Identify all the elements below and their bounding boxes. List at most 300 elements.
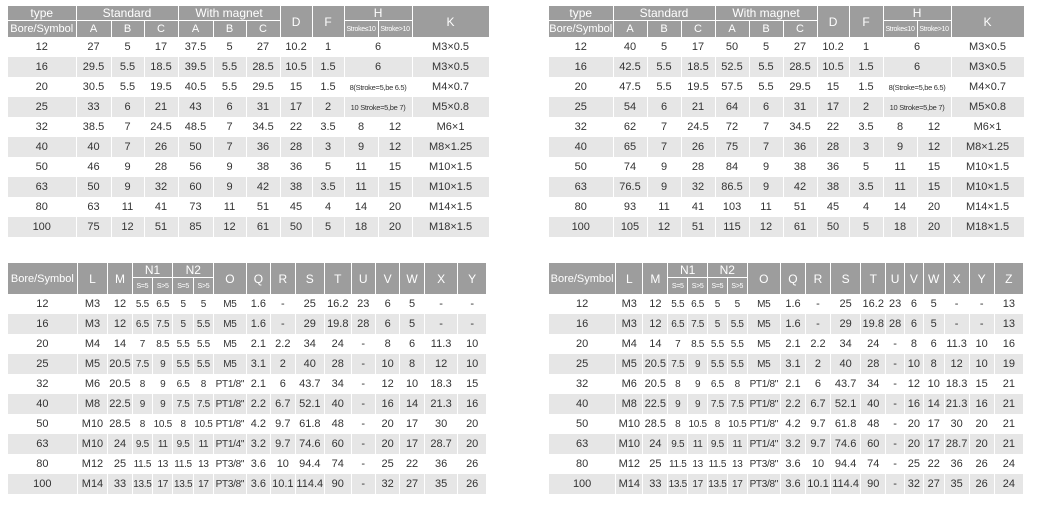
table-cell: PT1/8" — [214, 414, 247, 434]
table-cell: 11.5 — [132, 454, 152, 474]
table-cell: 5 — [312, 157, 344, 177]
table-cell: 5 — [400, 314, 424, 334]
table-cell: 40 — [295, 354, 325, 374]
table-cell: 5.5 — [707, 354, 727, 374]
table-cell: 6.5 — [688, 294, 708, 314]
table-row — [549, 294, 1024, 314]
table-cell: 28.5 — [108, 414, 132, 434]
table-cell: 10 — [805, 454, 830, 474]
dimension-table-right — [549, 6, 1025, 237]
table-cell: 22 — [923, 454, 944, 474]
table-cell: M8 — [77, 394, 108, 414]
table-cell: 7 — [111, 117, 144, 137]
table-cell: M10 — [77, 414, 108, 434]
table-cell: - — [351, 454, 375, 474]
table-cell: M10×1.5 — [951, 177, 1024, 197]
table-cell: 3.2 — [246, 434, 270, 454]
table-cell: 10.5 — [280, 57, 312, 77]
table-cell: 50 — [715, 37, 749, 57]
table-cell: 9.5 — [668, 434, 688, 454]
table-cell: 3.1 — [780, 354, 805, 374]
table-cell: 8(Stroke=5,be 6.5) — [883, 77, 951, 97]
bore-size-cell: 16 — [8, 57, 76, 77]
table-cell: 12 — [424, 354, 458, 374]
table-cell: 5 — [647, 37, 681, 57]
table-cell: 9.5 — [173, 434, 193, 454]
table-cell: 20 — [917, 197, 951, 217]
table-cell: - — [351, 334, 375, 354]
table-cell: 5 — [749, 37, 783, 57]
table-cell: 2 — [271, 354, 295, 374]
table-cell: 38.5 — [76, 117, 111, 137]
table-cell: 12 — [917, 137, 951, 157]
bore-size-cell: 32 — [549, 374, 616, 394]
header-q: Q — [780, 263, 805, 294]
table-cell: 43.7 — [295, 374, 325, 394]
header-mag-b: B — [749, 21, 783, 38]
table-cell: 4 — [312, 197, 344, 217]
table-cell: 29 — [295, 314, 325, 334]
table-cell: 8 — [400, 354, 424, 374]
table-cell: 11 — [344, 157, 378, 177]
table-cell: 11 — [344, 177, 378, 197]
header-n2-s-gt5: S>5 — [727, 278, 747, 295]
table-cell: 20 — [378, 197, 412, 217]
table-cell: 7 — [132, 334, 152, 354]
table-cell: 9 — [688, 354, 708, 374]
header-f: F — [849, 6, 883, 37]
table-cell: 51 — [144, 217, 178, 237]
table-cell: 17 — [400, 414, 424, 434]
table-cell: 5.5 — [173, 334, 193, 354]
header-x: X — [944, 263, 969, 294]
table-cell: 60 — [861, 434, 886, 454]
table-cell: 9.5 — [132, 434, 152, 454]
header-o: O — [214, 263, 247, 294]
table-cell: 15 — [817, 77, 849, 97]
table-cell: 9 — [153, 374, 173, 394]
header-l: L — [77, 263, 108, 294]
table-cell: 11.3 — [424, 334, 458, 354]
header-type: type — [8, 6, 76, 21]
table-cell: 8.5 — [688, 334, 708, 354]
table-cell: M8×1.25 — [951, 137, 1024, 157]
bore-size-cell: 40 — [549, 394, 616, 414]
table-cell: 1.5 — [312, 77, 344, 97]
bore-size-cell: 25 — [8, 97, 76, 117]
header-r: R — [271, 263, 295, 294]
bore-size-cell: 16 — [549, 314, 616, 334]
header-z: Z — [994, 263, 1023, 294]
table-cell: 21.3 — [424, 394, 458, 414]
table-cell: 28.7 — [424, 434, 458, 454]
table-cell: 9 — [213, 157, 246, 177]
table-cell: 12 — [749, 217, 783, 237]
table-cell: 6 — [923, 334, 944, 354]
table-row — [8, 354, 487, 374]
table-cell: 32 — [375, 474, 399, 494]
table-cell: 3.1 — [246, 354, 270, 374]
table-cell: 12 — [944, 354, 969, 374]
table-cell: 17 — [727, 474, 747, 494]
table-cell: M5 — [214, 334, 247, 354]
table-cell: - — [351, 434, 375, 454]
table-cell: 29.5 — [246, 77, 280, 97]
table-cell: 24 — [108, 434, 132, 454]
table-cell: M3×0.5 — [951, 57, 1024, 77]
table-row — [549, 157, 1024, 177]
table-row — [8, 37, 489, 57]
table-cell: 1.5 — [312, 57, 344, 77]
table-cell: 11 — [111, 197, 144, 217]
header-bore-symbol: Bore/Symbol — [8, 21, 76, 38]
table-cell: 6 — [271, 374, 295, 394]
table-cell: 5 — [707, 294, 727, 314]
header-v: V — [905, 263, 924, 294]
bore-size-cell: 32 — [8, 374, 77, 394]
header-n1-s-eq5: S=5 — [668, 278, 688, 295]
table-cell: M3 — [77, 314, 108, 334]
table-cell: 50 — [178, 137, 213, 157]
table-cell: 25 — [643, 454, 668, 474]
table-cell: 6 — [905, 294, 924, 314]
table-row — [8, 374, 487, 394]
table-cell: 36 — [424, 454, 458, 474]
table-row — [549, 394, 1024, 414]
table-cell: 3 — [849, 137, 883, 157]
table-cell: PT1/4" — [747, 434, 780, 454]
table-cell: 9 — [344, 137, 378, 157]
table-cell: 16 — [994, 334, 1023, 354]
table-cell: 12 — [111, 217, 144, 237]
table-cell: - — [351, 414, 375, 434]
table-cell: 5.5 — [707, 334, 727, 354]
table-cell: - — [886, 354, 905, 374]
table-cell: 5 — [193, 294, 213, 314]
table-cell: 2 — [849, 97, 883, 117]
table-cell: 10 — [923, 374, 944, 394]
table-cell: 10 — [400, 374, 424, 394]
header-n2: N2 — [707, 263, 747, 278]
header-n1-s-gt5: S>5 — [688, 278, 708, 295]
header-n1-s-eq5: S=5 — [132, 278, 152, 295]
table-cell: 29.5 — [783, 77, 817, 97]
table-cell: M3×0.5 — [412, 37, 489, 57]
bore-size-cell: 80 — [8, 197, 76, 217]
table-cell: M6 — [616, 374, 643, 394]
table-cell: 42 — [246, 177, 280, 197]
table-cell: 45 — [817, 197, 849, 217]
table-cell: 10.2 — [280, 37, 312, 57]
table-cell: 2.2 — [271, 334, 295, 354]
table-cell: 28 — [861, 354, 886, 374]
table-cell: M14×1.5 — [412, 197, 489, 217]
table-cell: 28 — [280, 137, 312, 157]
table-cell: 14 — [923, 394, 944, 414]
header-v: V — [375, 263, 399, 294]
table-cell: 6 — [375, 314, 399, 334]
table-cell: 11 — [883, 177, 917, 197]
table-cell: 19.8 — [325, 314, 351, 334]
table-cell: 14 — [400, 394, 424, 414]
dimension-table-left — [8, 6, 490, 237]
table-cell: 2.2 — [246, 394, 270, 414]
table-cell: 34 — [831, 334, 861, 354]
table-row — [549, 354, 1024, 374]
table-cell: 51 — [246, 197, 280, 217]
table-cell: 15 — [280, 77, 312, 97]
table-cell: 42.5 — [613, 57, 647, 77]
table-cell: - — [969, 294, 994, 314]
table-cell: 22.5 — [108, 394, 132, 414]
table-cell: 5 — [173, 294, 193, 314]
header-with-magnet: With magnet — [178, 6, 280, 21]
table-cell: 1 — [849, 37, 883, 57]
table-cell: 6.5 — [132, 314, 152, 334]
header-bore-symbol: Bore/Symbol — [549, 21, 613, 38]
table-cell: 7.5 — [707, 394, 727, 414]
table-cell: M5 — [747, 354, 780, 374]
table-cell: 10.5 — [193, 414, 213, 434]
header-std-b: B — [647, 21, 681, 38]
table-cell: 21 — [681, 97, 715, 117]
header-std-a: A — [76, 21, 111, 38]
table-cell: 24 — [861, 334, 886, 354]
table-cell: 21 — [994, 374, 1023, 394]
table-cell: 5.5 — [668, 294, 688, 314]
table-row — [8, 334, 487, 354]
table-cell: 10 — [458, 354, 487, 374]
table-cell: 38 — [817, 177, 849, 197]
table-cell: 11.5 — [707, 454, 727, 474]
table-cell: 11 — [883, 157, 917, 177]
table-cell: 6.7 — [805, 394, 830, 414]
table-cell: 5.5 — [173, 354, 193, 374]
table-cell: 40 — [325, 394, 351, 414]
header-u: U — [351, 263, 375, 294]
table-cell: M14×1.5 — [951, 197, 1024, 217]
table-cell: 17 — [153, 474, 173, 494]
header-h-stroke-le10: Stroke≤10 — [883, 21, 917, 38]
table-row — [8, 97, 489, 117]
table-row — [549, 97, 1024, 117]
table-cell: 5.5 — [193, 334, 213, 354]
table-cell: 48 — [325, 414, 351, 434]
table-cell: 15 — [917, 157, 951, 177]
table-cell: 8 — [132, 414, 152, 434]
table-cell: 13.5 — [132, 474, 152, 494]
table-cell: 22 — [400, 454, 424, 474]
table-cell: 74.6 — [295, 434, 325, 454]
table-cell: M4×0.7 — [412, 77, 489, 97]
table-cell: 54 — [613, 97, 647, 117]
table-cell: 13 — [994, 294, 1023, 314]
table-cell: 12 — [378, 137, 412, 157]
table-row — [8, 117, 489, 137]
table-cell: 15 — [917, 177, 951, 197]
table-cell: - — [424, 294, 458, 314]
table-cell: 10 — [969, 334, 994, 354]
table-cell: 15 — [458, 374, 487, 394]
table-cell: 20.5 — [108, 354, 132, 374]
table-cell: 17 — [144, 37, 178, 57]
table-cell: 25 — [108, 454, 132, 474]
table-cell: 25 — [905, 454, 924, 474]
table-cell: 114.4 — [295, 474, 325, 494]
table-row — [8, 217, 489, 237]
header-n2-s-eq5: S=5 — [707, 278, 727, 295]
header-h-stroke-gt10: Stroke>10 — [378, 21, 412, 38]
table-cell: 6 — [213, 97, 246, 117]
bore-size-cell: 20 — [549, 77, 613, 97]
bore-size-cell: 50 — [549, 414, 616, 434]
table-cell: 13 — [727, 454, 747, 474]
table-cell: 3.6 — [780, 474, 805, 494]
table-row — [549, 314, 1024, 334]
table-cell: M5 — [214, 294, 247, 314]
bore-size-cell: 25 — [549, 354, 616, 374]
header-m: M — [643, 263, 668, 294]
table-cell: 28 — [144, 157, 178, 177]
table-cell: 18.5 — [144, 57, 178, 77]
table-cell: 5.5 — [727, 314, 747, 334]
table-cell: 50 — [76, 177, 111, 197]
table-cell: 60 — [178, 177, 213, 197]
table-cell: 5 — [213, 37, 246, 57]
table-cell: 5 — [312, 217, 344, 237]
header-w: W — [400, 263, 424, 294]
table-cell: 20 — [378, 217, 412, 237]
table-cell: 6 — [749, 97, 783, 117]
table-cell: 26 — [458, 474, 487, 494]
table-cell: - — [271, 314, 295, 334]
bore-size-cell: 16 — [549, 57, 613, 77]
bore-size-cell: 100 — [549, 474, 616, 494]
table-cell: 20 — [458, 434, 487, 454]
table-cell: - — [886, 474, 905, 494]
header-n1: N1 — [132, 263, 173, 278]
table-cell: 15 — [969, 374, 994, 394]
table-cell: 9 — [647, 157, 681, 177]
table-cell: 5 — [111, 37, 144, 57]
table-cell: 40 — [613, 37, 647, 57]
table-cell: 24 — [994, 474, 1023, 494]
table-cell: 5 — [849, 157, 883, 177]
table-cell: 50 — [280, 217, 312, 237]
table-cell: 20 — [375, 414, 399, 434]
table-cell: 28 — [817, 137, 849, 157]
table-cell: 11 — [647, 197, 681, 217]
table-cell: 8.5 — [153, 334, 173, 354]
table-cell: 48 — [861, 414, 886, 434]
table-cell: 60 — [325, 434, 351, 454]
table-cell: 16 — [375, 394, 399, 414]
table-cell: 9 — [153, 354, 173, 374]
table-cell: 5.5 — [213, 77, 246, 97]
table-cell: 29.5 — [76, 57, 111, 77]
header-mag-c: C — [246, 21, 280, 38]
table-cell: 36 — [817, 157, 849, 177]
table-cell: 22 — [817, 117, 849, 137]
bore-size-cell: 40 — [549, 137, 613, 157]
table-cell: 2.2 — [805, 334, 830, 354]
table-cell: 11 — [213, 197, 246, 217]
table-row — [549, 177, 1024, 197]
table-cell: 27 — [76, 37, 111, 57]
table-cell: 4.2 — [780, 414, 805, 434]
table-cell: 6 — [647, 97, 681, 117]
table-cell: 1.6 — [246, 314, 270, 334]
table-cell: M10 — [77, 434, 108, 454]
table-cell: 38 — [280, 177, 312, 197]
table-cell: 17 — [688, 474, 708, 494]
bore-size-cell: 12 — [549, 294, 616, 314]
table-cell: 5 — [923, 294, 944, 314]
table-cell: 5.5 — [647, 57, 681, 77]
table-cell: PT1/8" — [747, 374, 780, 394]
table-cell: M3 — [77, 294, 108, 314]
table-cell: 18.5 — [681, 57, 715, 77]
table-cell: 24.5 — [681, 117, 715, 137]
table-row — [8, 394, 487, 414]
table-cell: 2.1 — [246, 374, 270, 394]
table-cell: 30 — [424, 414, 458, 434]
table-cell: M5 — [77, 354, 108, 374]
table-cell: 9 — [153, 394, 173, 414]
table-cell: - — [805, 314, 830, 334]
table-cell: 10.1 — [271, 474, 295, 494]
header-r: R — [805, 263, 830, 294]
table-cell: 5.5 — [727, 354, 747, 374]
table-cell: 9 — [688, 394, 708, 414]
table-cell: 33 — [76, 97, 111, 117]
table-row — [549, 197, 1024, 217]
table-cell: PT1/8" — [214, 394, 247, 414]
header-k: K — [412, 6, 489, 37]
table-cell: M8 — [616, 394, 643, 414]
header-o: O — [747, 263, 780, 294]
table-cell: 42 — [783, 177, 817, 197]
header-y: Y — [458, 263, 487, 294]
table-cell: 24 — [643, 434, 668, 454]
table-row — [8, 454, 487, 474]
table-cell: 20.5 — [643, 354, 668, 374]
table-cell: 10.2 — [817, 37, 849, 57]
table-cell: 9 — [749, 157, 783, 177]
table-cell: 20 — [375, 434, 399, 454]
table-cell: 9.7 — [271, 434, 295, 454]
table-cell: M4 — [77, 334, 108, 354]
table-cell: M6 — [77, 374, 108, 394]
table-cell: 34 — [861, 374, 886, 394]
table-cell: 86.5 — [715, 177, 749, 197]
table-cell: 2.2 — [780, 394, 805, 414]
header-s: S — [295, 263, 325, 294]
table-cell: 28 — [325, 354, 351, 374]
table-cell: 12 — [378, 117, 412, 137]
table-cell: 94.4 — [831, 454, 861, 474]
table-cell: M8×1.25 — [412, 137, 489, 157]
table-cell: 5.5 — [727, 334, 747, 354]
table-cell: 36 — [246, 137, 280, 157]
table-cell: 63 — [76, 197, 111, 217]
header-l: L — [616, 263, 643, 294]
header-d: D — [280, 6, 312, 37]
table-cell: 2.1 — [780, 374, 805, 394]
table-cell: 34.5 — [783, 117, 817, 137]
mounting-table-left — [8, 263, 487, 494]
table-cell: 17 — [280, 97, 312, 117]
